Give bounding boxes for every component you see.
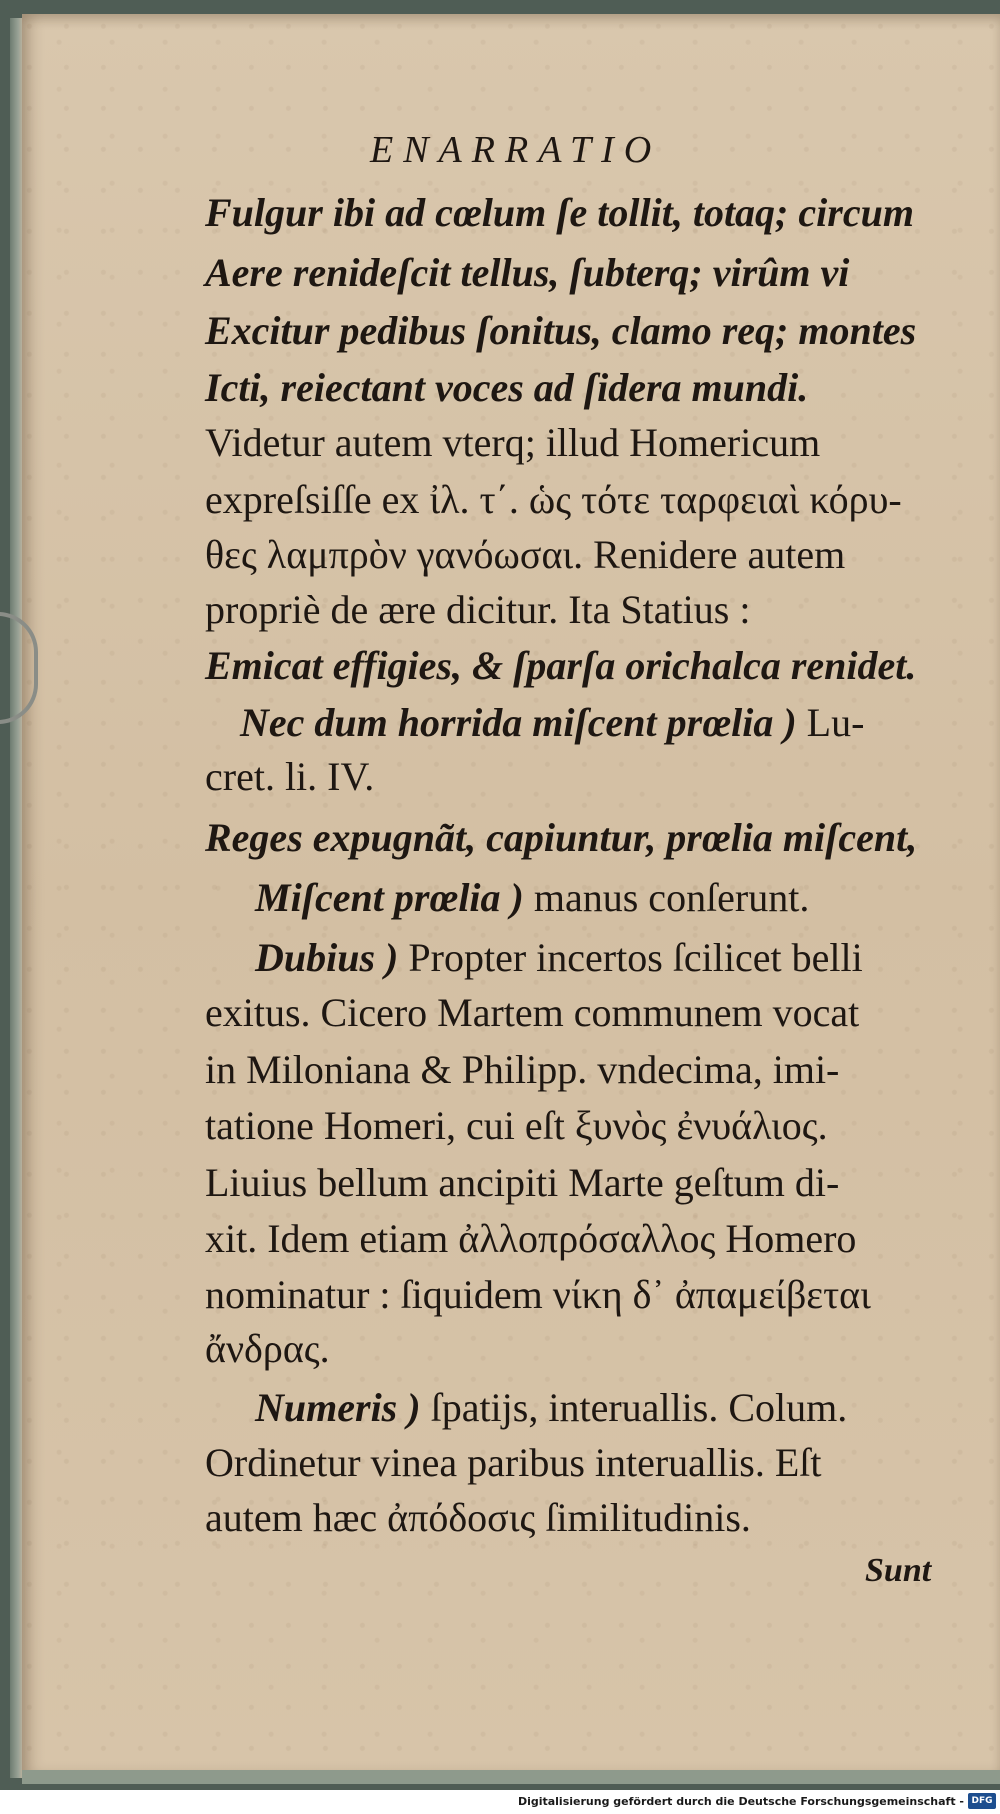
text-line — [205, 365, 809, 410]
italic-segment: Numeris ) — [255, 1385, 421, 1430]
text-line — [205, 643, 917, 688]
text-line — [205, 477, 902, 522]
italic-segment: Dubius ) — [255, 935, 399, 980]
roman-segment: Videtur autem vterq; illud Homericum — [205, 420, 821, 465]
roman-segment: nominatur : ſiquidem νίκη δ᾽ ἀπαμείβεται — [205, 1272, 871, 1317]
text-line — [205, 1103, 828, 1148]
text-line — [255, 875, 810, 920]
text-line — [240, 700, 865, 745]
italic-segment: Fulgur ibi ad cœlum ſe tollit, totaq; circum — [205, 190, 914, 235]
text-line — [205, 190, 914, 235]
roman-segment: ſpatijs, interuallis. Colum. — [420, 1385, 848, 1430]
dfg-logo-icon: DFG — [968, 1793, 996, 1809]
text-line — [205, 1216, 857, 1261]
text-line — [255, 935, 863, 980]
text-line — [205, 815, 918, 860]
italic-segment: Excitur pedibus ſonitus, clamo req; montes — [205, 308, 917, 353]
italic-segment: Icti, reiectant voces ad ſidera mundi. — [205, 365, 809, 410]
text-line — [205, 754, 375, 799]
text-line — [205, 308, 917, 353]
roman-segment: Propter incertos ſcilicet belli — [398, 935, 863, 980]
footer-credit: Digitalisierung gefördert durch die Deutsche Forschungsgemeinschaft - — [517, 1795, 964, 1808]
italic-segment: Reges expugnãt, capiuntur, prœlia miſcent, — [205, 815, 918, 860]
roman-segment: Lu- — [796, 700, 865, 745]
text-line — [255, 1385, 848, 1430]
page-bottom-edge — [22, 1770, 1000, 1784]
roman-segment: autem hæc ἀπόδοσις ſimilitudinis. — [205, 1495, 751, 1540]
catchword: Sunt — [865, 1552, 932, 1589]
text-line — [205, 1326, 330, 1371]
italic-segment: Miſcent prœlia ) — [255, 875, 524, 920]
roman-segment: ἄνδρας. — [205, 1326, 330, 1371]
roman-segment: θες λαμπρὸν γανόωσαι. Renidere autem — [205, 532, 846, 577]
roman-segment: cret. li. IV. — [205, 754, 375, 799]
italic-segment: Aere renideſcit tellus, ſubterq; virûm vi — [205, 250, 850, 295]
text-line — [205, 1495, 751, 1540]
footer-bar — [0, 1790, 1000, 1814]
roman-segment: xit. Idem etiam ἀλλοπρόσαλλος Homero — [205, 1216, 857, 1261]
roman-segment: propriè de ære dicitur. Ita Statius : — [205, 587, 751, 632]
text-line — [205, 1160, 840, 1205]
roman-segment: expreſsiſſe ex ἰλ. τ΄. ὡς τότε ταρφειαὶ κόρυ- — [205, 477, 902, 522]
text-line — [205, 1440, 822, 1485]
text-line — [205, 532, 846, 577]
text-line — [205, 587, 751, 632]
text-line — [205, 420, 821, 465]
roman-segment: Ordinetur vinea paribus interuallis. Eſt — [205, 1440, 822, 1485]
italic-segment: Emicat effigies, & ſparſa orichalca renidet. — [205, 643, 917, 688]
text-line — [205, 1272, 871, 1317]
running-head: ENARRATIO — [370, 129, 662, 171]
roman-segment: Liuius bellum ancipiti Marte geſtum di- — [205, 1160, 840, 1205]
text-line — [205, 1047, 840, 1092]
text-line — [205, 990, 860, 1035]
roman-segment: in Miloniana & Philipp. vndecima, imi- — [205, 1047, 840, 1092]
italic-segment: Nec dum horrida miſcent prœlia ) — [240, 700, 797, 745]
roman-segment: manus conſerunt. — [523, 875, 810, 920]
roman-segment: exitus. Cicero Martem communem vocat — [205, 990, 860, 1035]
roman-segment: tatione Homeri, cui eſt ξυνὸς ἐνυάλιος. — [205, 1103, 828, 1148]
text-line — [205, 250, 850, 295]
